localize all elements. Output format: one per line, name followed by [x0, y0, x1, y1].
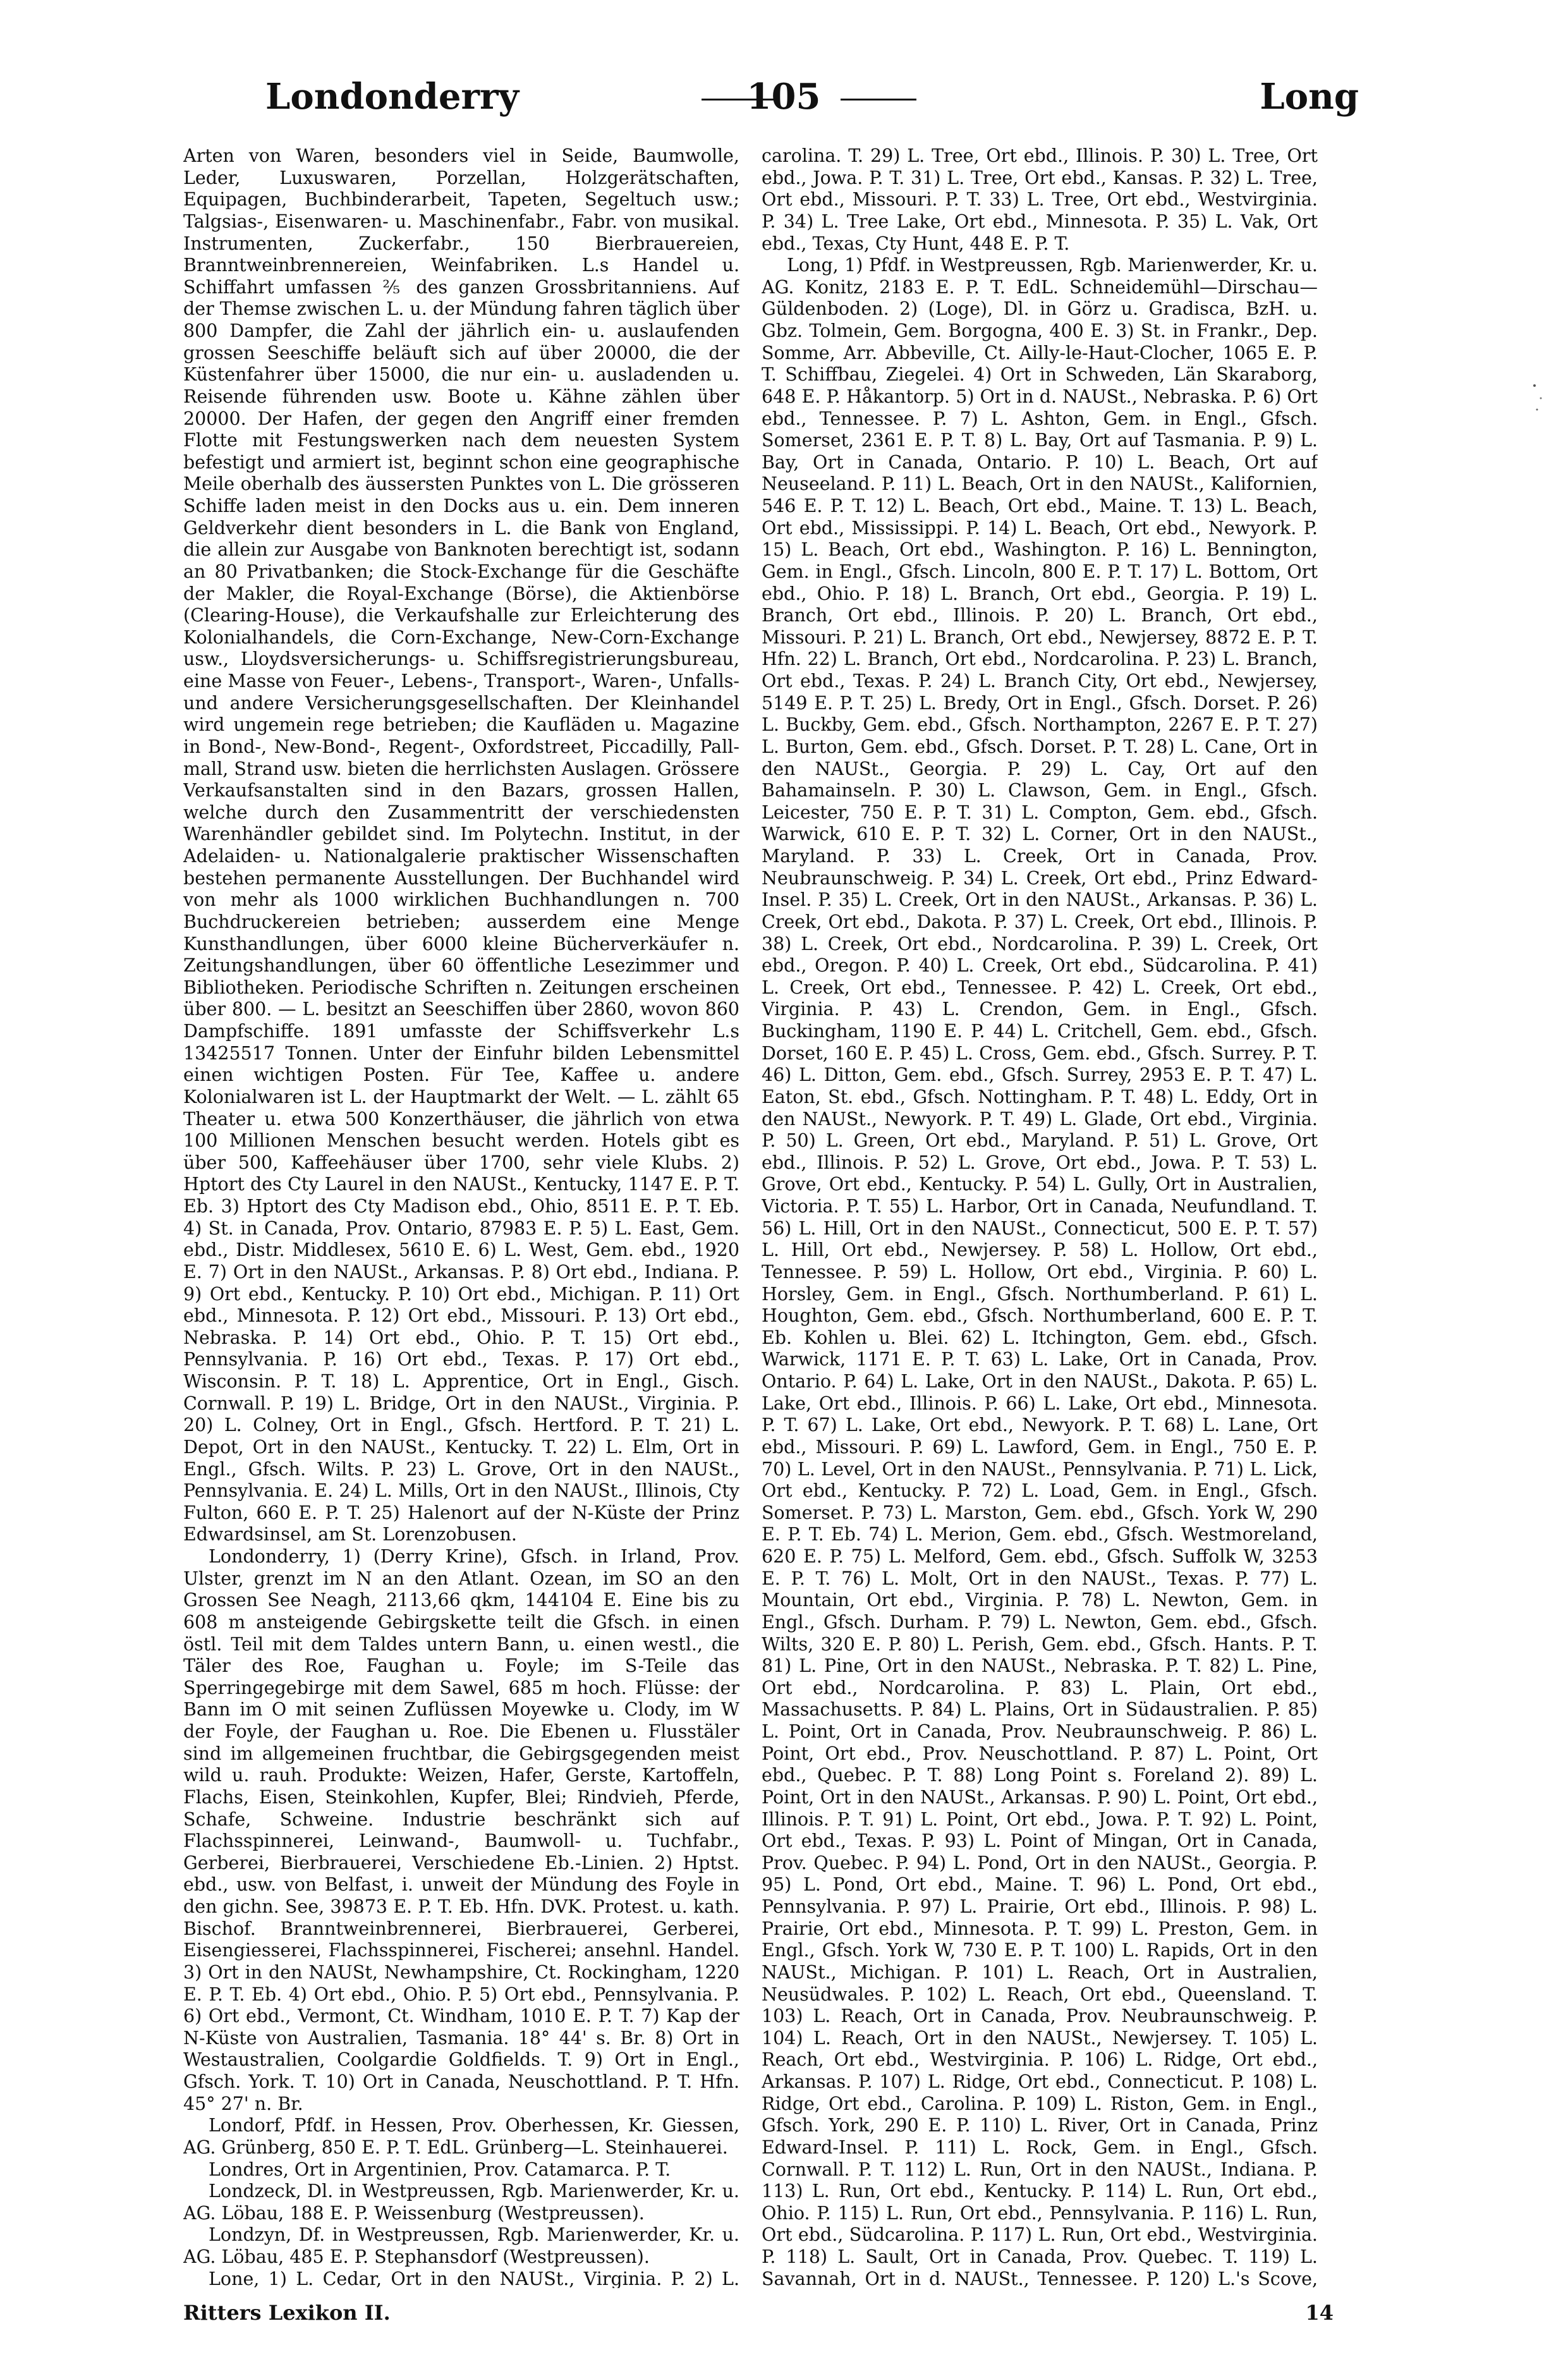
page-footer [183, 2301, 1334, 2332]
footer-sheet-number: 14 [1305, 2301, 1334, 2325]
header-left-keyword: Londonderry [265, 76, 519, 118]
page-header [209, 70, 1359, 126]
header-right-keyword: Long [1260, 76, 1359, 118]
footer-signature: Ritters Lexikon II. [183, 2301, 391, 2325]
dictionary-entry: Londres, Ort in Argentinien, Prov. Catamarca. P. T. [209, 2159, 671, 2180]
entry-continuation: carolina. T. 29) L. Tree, Ort ebd., Illinois. P. 30) L. Tree, Ort ebd., Jowa. P. T. 31) L. Tree, Ort ebd., Kansas. P. 32) L. Tree, Ort ebd., Missouri. P. T. 33) L. Tree, Ort ebd., Westvirginia. P. 34) L. Tree Lake, Ort ebd., Minnesota. P. 35) L. Vak, Ort ebd., Texas, Cty Hunt, 448 E. P. T. [762, 145, 1318, 254]
dictionary-entry: Londzeck, Dl. in Westpreussen, Rgb. Marienwerder, Kr. u. AG. Löbau, 188 E. P. Weissenburg (Westpreussen). [183, 2181, 739, 2224]
page-number: 105 [746, 76, 821, 118]
dictionary-entry: Londorf, Pfdf. in Hessen, Prov. Oberhessen, Kr. Giessen, AG. Grünberg, 850 E. P. T. EdL. Grünberg—L. Steinhauerei. [183, 2115, 739, 2158]
dictionary-entry: Lone, 1) L. Cedar, Ort in den NAUSt., Virginia. P. 2) L. [209, 2268, 739, 2288]
entry-continuation: Arten von Waren, besonders viel in Seide, Baumwolle, Leder, Luxuswaren, Porzellan, Holzgerätschaften, Equipagen, Buchbinderarbeit, Tapeten, Segeltuch usw.; Talgsias-, Eisenwaren- u. Maschinenfabr., Fabr. von musikal. Instrumenten, Zuckerfabr., 150 Bierbrauereien, Branntweinbrennereien, Weinfabriken. L.s Handel u. Schiffahrt umfassen ⅖ des ganzen Grossbritanniens. Auf der Themse zwischen L. u. der Mündung fahren täglich über 800 Dampfer, die Zahl der jährlich ein- u. auslaufenden grossen Seeschiffe beläuft sich auf über 20000, die der Küstenfahrer über 15000, die nur ein- u. ausladenden u. Reisende führenden usw. Boote u. Kähne zählen über 20000. Der Hafen, der gegen den Angriff einer fremden Flotte mit Festungswerken nach dem neuesten System befestigt und armiert ist, beginnt schon eine geographische Meile oberhalb des äussersten Punktes von L. Die grösseren Schiffe laden meist in den Docks aus u. ein. Dem inneren Geldverkehr dient besonders in L. die Bank von England, die allein zur Ausgabe von Banknoten berechtigt ist, sodann an 80 Privatbanken; die Stock-Exchange für die Geschäfte der Makler, die Royal-Exchange (Börse), die Aktienbörse (Clearing-House), die Verkaufshalle zur Erleichterung des Kolonialhandels, die Corn-Exchange, New-Corn-Exchange usw., Lloydsversicherungs- u. Schiffsregistrierungsbureau, eine Masse von Feuer-, Lebens-, Transport-, Waren-, Unfalls- und andere Versicherungsgesellschaften. Der Kleinhandel wird ungemein rege betrieben; die Kaufläden u. Magazine in Bond-, New-Bond-, Regent-, Oxfordstreet, Piccadilly, Pall-mall, Strand usw. bieten die herrlichsten Auslagen. Grössere Verkaufsanstalten sind in den Bazars, grossen Hallen, welche durch den Zusammentritt der verschiedensten Warenhändler gebildet sind. Im Polytechn. Institut, in der Adelaiden- u. Nationalgalerie praktischer Wissenschaften bestehen permanente Ausstellungen. Der Buchhandel wird von mehr als 1000 wirklichen Buchhandlungen n. 700 Buchdruckereien betrieben; ausserdem eine Menge Kunsthandlungen, über 6000 kleine Bücherverkäufer n. Zeitungshandlungen, über 60 öffentliche Lesezimmer und Bibliotheken. Periodische Schriften n. Zeitungen erscheinen über 800. — L. besitzt an Seeschiffen über 2860, wovon 860 Dampfschiffe. 1891 umfasste der Schiffsverkehr L.s 13425517 Tonnen. Unter der Einfuhr bilden Lebensmittel einen wichtigen Posten. Für Tee, Kaffee u. andere Kolonialwaren ist L. der Hauptmarkt der Welt. — L. zählt 65 Theater u. etwa 500 Konzerthäuser, die jährlich von etwa 100 Millionen Menschen besucht werden. Hotels gibt es über 500, Kaffeehäuser über 1700, sehr viele Klubs. 2) Hptort des Cty Laurel in den NAUSt., Kentucky, 1147 E. P. T. Eb. 3) Hptort des Cty Madison ebd., Ohio, 8511 E. P. T. Eb. 4) St. in Canada, Prov. Ontario, 87983 E. P. 5) L. East, Gem. ebd., Distr. Middlesex, 5610 E. 6) L. West, Gem. ebd., 1920 E. 7) Ort in den NAUSt., Arkansas. P. 8) Ort ebd., Indiana. P. 9) Ort ebd., Kentucky. P. 10) Ort ebd., Michigan. P. 11) Ort ebd., Minnesota. P. 12) Ort ebd., Missouri. P. 13) Ort ebd., Nebraska. P. 14) Ort ebd., Ohio. P. T. 15) Ort ebd., Pennsylvania. P. 16) Ort ebd., Texas. P. 17) Ort ebd., Wisconsin. P. T. 18) L. Apprentice, Ort in Engl., Gisch. Cornwall. P. 19) L. Bridge, Ort in den NAUSt., Virginia. P. 20) L. Colney, Ort in Engl., Gfsch. Hertford. P. T. 21) L. Depot, Ort in den NAUSt., Kentucky. T. 22) L. Elm, Ort in Engl., Gfsch. Wilts. P. 23) L. Grove, Ort in den NAUSt., Pennsylvania. E. 24) L. Mills, Ort in den NAUSt., Illinois, Cty Fulton, 660 E. P. T. 25) Halenort auf der N-Küste der Prinz Edwardsinsel, am St. Lorenzobusen. [183, 145, 739, 1545]
right-column [762, 145, 1318, 2288]
stray-ink-mark [1529, 379, 1548, 417]
dictionary-entry: Londonderry, 1) (Derry Krine), Gfsch. in Irland, Prov. Ulster, grenzt im N an den Atlant. Ozean, im SO an den Grossen See Neagh, 2113,66 qkm, 144104 E. Eine bis zu 608 m ansteigende Gebirgskette teilt die Gfsch. in einen östl. Teil mit dem Taldes untern Bann, u. einen westl., die Täler des Roe, Faughan u. Foyle; im S-Teile das Sperringegebirge mit dem Sawel, 685 m hoch. Flüsse: der Bann im O mit seinen Zuflüssen Moyewke u. Clody, im W der Foyle, der Faughan u. Roe. Die Ebenen u. Flusstäler sind im allgemeinen fruchtbar, die Gebirgsgegenden meist wild u. rauh. Produkte: Weizen, Hafer, Gerste, Kartoffeln, Flachs, Eisen, Steinkohlen, Kupfer, Blei; Rindvieh, Pferde, Schafe, Schweine. Industrie beschränkt sich auf Flachsspinnerei, Leinwand-, Baumwoll- u. Tuchfabr., Gerberei, Bierbrauerei, Verschiedene Eb.-Linien. 2) Hptst. ebd., usw. von Belfast, i. unweit der Mündung des Foyle in den gichn. See, 39873 E. P. T. Eb. Hfn. DVK. Protest. u. kath. Bischof. Branntweinbrennerei, Bierbrauerei, Gerberei, Eisengiesserei, Flachsspinnerei, Fischerei; ansehnl. Handel. 3) Ort in den NAUSt, Newhampshire, Ct. Rockingham, 1220 E. P. T. Eb. 4) Ort ebd., Ohio. P. 5) Ort ebd., Pennsylvania. P. 6) Ort ebd., Vermont, Ct. Windham, 1010 E. P. T. 7) Kap der N-Küste von Australien, Tasmania. 18° 44' s. Br. 8) Ort in Westaustralien, Coolgardie Goldfields. T. 9) Ort in Engl., Gfsch. York. T. 10) Ort in Canada, Neuschottland. P. T. Hfn. 45° 27' n. Br. [183, 1546, 739, 2114]
left-column [183, 145, 739, 2288]
dictionary-entry: Londzyn, Df. in Westpreussen, Rgb. Marienwerder, Kr. u. AG. Löbau, 485 E. P. Stephansdorf (Westpreussen). [183, 2224, 739, 2267]
header-dash-right [841, 99, 916, 100]
dictionary-entry: Long, 1) Pfdf. in Westpreussen, Rgb. Marienwerder, Kr. u. AG. Konitz, 2183 E. P. T. EdL. Schneidemühl—Dirschau—Güldenboden. 2) (Loge), Dl. in Görz u. Gradisca, BzH. u. Gbz. Tolmein, Gem. Borgogna, 400 E. 3) St. in Frankr., Dep. Somme, Arr. Abbeville, Ct. Ailly-le-Haut-Clocher, 1065 E. P. T. Schiffbau, Ziegelei. 4) Ort in Schweden, Län Skaraborg, 648 E. P. Håkantorp. 5) Ort in d. NAUSt., Nebraska. P. 6) Ort ebd., Tennessee. P. 7) L. Ashton, Gem. in Engl., Gfsch. Somerset, 2361 E. P. T. 8) L. Bay, Ort auf Tasmania. P. 9) L. Bay, Ort in Canada, Ontario. P. 10) L. Beach, Ort auf Neuseeland. P. 11) L. Beach, Ort in den NAUSt., Kalifornien, 546 E. P. T. 12) L. Beach, Ort ebd., Maine. T. 13) L. Beach, Ort ebd., Mississippi. P. 14) L. Beach, Ort ebd., Newyork. P. 15) L. Beach, Ort ebd., Washington. P. 16) L. Bennington, Gem. in Engl., Gfsch. Lincoln, 800 E. P. T. 17) L. Bottom, Ort ebd., Ohio. P. 18) L. Branch, Ort ebd., Georgia. P. 19) L. Branch, Ort ebd., Illinois. P. 20) L. Branch, Ort ebd., Missouri. P. 21) L. Branch, Ort ebd., Newjersey, 8872 E. P. T. Hfn. 22) L. Branch, Ort ebd., Nordcarolina. P. 23) L. Branch, Ort ebd., Texas. P. 24) L. Branch City, Ort ebd., Newjersey, 5149 E. P. T. 25) L. Bredy, Ort in Engl., Gfsch. Dorset. P. 26) L. Buckby, Gem. ebd., Gfsch. Northampton, 2267 E. P. T. 27) L. Burton, Gem. ebd., Gfsch. Dorset. P. T. 28) L. Cane, Ort in den NAUSt., Georgia. P. 29) L. Cay, Ort auf den Bahamainseln. P. 30) L. Clawson, Gem. in Engl., Gfsch. Leicester, 750 E. P. T. 31) L. Compton, Gem. ebd., Gfsch. Warwick, 610 E. P. T. 32) L. Corner, Ort in den NAUSt., Maryland. P. 33) L. Creek, Ort in Canada, Prov. Neubraunschweig. P. 34) L. Creek, Ort ebd., Prinz Edward-Insel. P. 35) L. Creek, Ort in den NAUSt., Arkansas. P. 36) L. Creek, Ort ebd., Dakota. P. 37) L. Creek, Ort ebd., Illinois. P. 38) L. Creek, Ort ebd., Nordcarolina. P. 39) L. Creek, Ort ebd., Oregon. P. 40) L. Creek, Ort ebd., Südcarolina. P. 41) L. Creek, Ort ebd., Tennessee. P. 42) L. Creek, Ort ebd., Virginia. P. 43) L. Crendon, Gem. in Engl., Gfsch. Buckingham, 1190 E. P. 44) L. Critchell, Gem. ebd., Gfsch. Dorset, 160 E. P. 45) L. Cross, Gem. ebd., Gfsch. Surrey. P. T. 46) L. Ditton, Gem. ebd., Gfsch. Surrey, 2953 E. P. T. 47) L. Eaton, St. ebd., Gfsch. Nottingham. P. T. 48) L. Eddy, Ort in den NAUSt., Newyork. P. T. 49) L. Glade, Ort ebd., Virginia. P. 50) L. Green, Ort ebd., Maryland. P. 51) L. Grove, Ort ebd., Illinois. P. 52) L. Grove, Ort ebd., Jowa. P. T. 53) L. Grove, Ort ebd., Kentucky. P. 54) L. Gully, Ort in Australien, Victoria. P. T. 55) L. Harbor, Ort in Canada, Neufundland. T. 56) L. Hill, Ort in den NAUSt., Connecticut, 500 E. P. T. 57) L. Hill, Ort ebd., Newjersey. P. 58) L. Hollow, Ort ebd., Tennessee. P. 59) L. Hollow, Ort ebd., Virginia. P. 60) L. Horsley, Gem. in Engl., Gfsch. Northumberland. P. 61) L. Houghton, Gem. ebd., Gfsch. Northumberland, 600 E. P. T. Eb. Kohlen u. Blei. 62) L. Itchington, Gem. ebd., Gfsch. Warwick, 1171 E. P. T. 63) L. Lake, Ort in Canada, Prov. Ontario. P. 64) L. Lake, Ort in den NAUSt., Dakota. P. 65) L. Lake, Ort ebd., Illinois. P. 66) L. Lake, Ort ebd., Minnesota. P. T. 67) L. Lake, Ort ebd., Newyork. P. T. 68) L. Lane, Ort ebd., Missouri. P. 69) L. Lawford, Gem. in Engl., 750 E. P. 70) L. Level, Ort in den NAUSt., Pennsylvania. P. 71) L. Lick, Ort ebd., Kentucky. P. 72) L. Load, Gem. in Engl., Gfsch. Somerset. P. 73) L. Marston, Gem. ebd., Gfsch. York W, 290 E. P. T. Eb. 74) L. Merion, Gem. ebd., Gfsch. Westmoreland, 620 E. P. 75) L. Melford, Gem. ebd., Gfsch. Suffolk W, 3253 E. P. T. 76) L. Molt, Ort in den NAUSt., Texas. P. 77) L. Mountain, Ort ebd., Virginia. P. 78) L. Newton, Gem. in Engl., Gfsch. Durham. P. 79) L. Newton, Gem. ebd., Gfsch. Wilts, 320 E. P. 80) L. Perish, Gem. ebd., Gfsch. Hants. P. T. 81) L. Pine, Ort in den NAUSt., Nebraska. P. T. 82) L. Pine, Ort ebd., Nordcarolina. P. 83) L. Plain, Ort ebd., Massachusetts. P. 84) L. Plains, Ort in Südaustralien. P. 85) L. Point, Ort in Canada, Prov. Neubraunschweig. P. 86) L. Point, Ort ebd., Prov. Neuschottland. P. 87) L. Point, Ort ebd., Quebec. P. T. 88) Long Point s. Foreland 2). 89) L. Point, Ort in den NAUSt., Arkansas. P. 90) L. Point, Ort ebd., Illinois. P. T. 91) L. Point, Ort ebd., Jowa. P. T. 92) L. Point, Ort ebd., Texas. P. 93) L. Point of Mingan, Ort in Canada, Prov. Quebec. P. 94) L. Pond, Ort in den NAUSt., Georgia. P. 95) L. Pond, Ort ebd., Maine. T. 96) L. Pond, Ort ebd., Pennsylvania. P. 97) L. Prairie, Ort ebd., Illinois. P. 98) L. Prairie, Ort ebd., Minnesota. P. T. 99) L. Preston, Gem. in Engl., Gfsch. York W, 730 E. P. T. 100) L. Rapids, Ort in den NAUSt., Michigan. P. 101) L. Reach, Ort in Australien, Neusüdwales. P. 102) L. Reach, Ort ebd., Queensland. T. 103) L. Reach, Ort in Canada, Prov. Neubraunschweig. P. 104) L. Reach, Ort in den NAUSt., Newjersey. T. 105) L. Reach, Ort ebd., Westvirginia. P. 106) L. Ridge, Ort ebd., Arkansas. P. 107) L. Ridge, Ort ebd., Connecticut. P. 108) L. Ridge, Ort ebd., Carolina. P. 109) L. Riston, Gem. in Engl., Gfsch. York, 290 E. P. 110) L. River, Ort in Canada, Prinz Edward-Insel. P. 111) L. Rock, Gem. in Engl., Gfsch. Cornwall. P. T. 112) L. Run, Ort in den NAUSt., Indiana. P. 113) L. Run, Ort ebd., Kentucky. P. 114) L. Run, Ort ebd., Ohio. P. 115) L. Run, Ort ebd., Pennsylvania. P. 116) L. Run, Ort ebd., Südcarolina. P. 117) L. Run, Ort ebd., Westvirginia. P. 118) L. Sault, Ort in Canada, Prov. Quebec. T. 119) L. Savannah, Ort in d. NAUSt., Tennessee. P. 120) L.'s Scove, [762, 255, 1318, 2288]
